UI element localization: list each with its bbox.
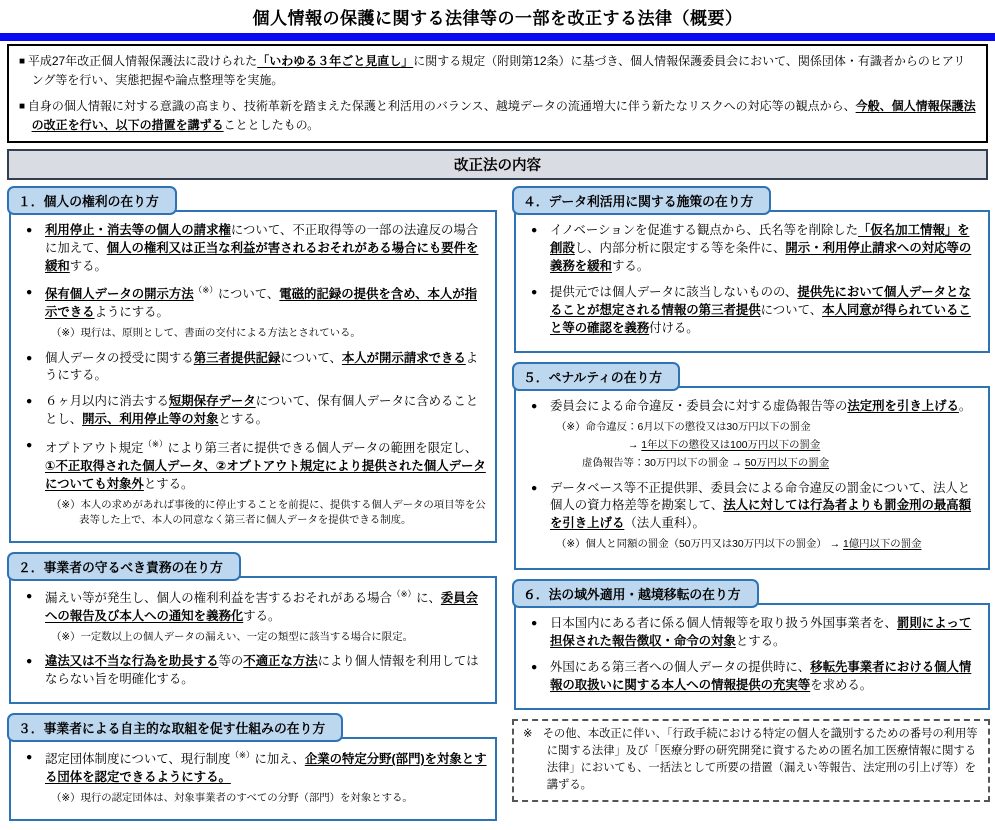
intro-list (19, 52, 976, 134)
square-bullet-icon: ■ (19, 101, 28, 113)
text-run: （※）本人の求めがあれば事後的に停止することを前提に、提供する個人データの項目等を公表等した上で、本人の同意なく第三者に個人データを提供できる制度。 (51, 499, 486, 526)
text-run: とする。 (735, 634, 786, 649)
text-run: 罰則によって担保された報告徴収・命令の対象 (550, 616, 972, 649)
text-run: 企業の特定分野(部門)を対象とする団体を認定できるようにする。 (45, 751, 487, 784)
section-title-5: ５．ペナルティの在り方 (512, 362, 680, 391)
text-run: 提供先において個人データとなることが想定される情報の第三者提供 (550, 285, 971, 318)
bullet-text (45, 438, 486, 491)
circle-bullet-icon: ● (26, 439, 33, 452)
section-box-1 (9, 210, 497, 542)
text-run: について、 (760, 303, 823, 318)
circle-bullet-icon: ● (26, 750, 33, 763)
bullet-text (45, 588, 479, 623)
text-run: （※）命令違反：6月以下の懲役又は30万円以下の罰金 (556, 422, 811, 434)
text-run: について、 (217, 287, 280, 302)
page-title: 個人情報の保護に関する法律等の一部を改正する法律（概要） (252, 9, 743, 28)
text-run: 「いわゆる３年ごと見直し」 (257, 54, 414, 68)
text-run: 付ける。 (649, 321, 699, 336)
text-run: 電磁的記録の提供を含め、本人が指示できる (45, 287, 478, 320)
text-run: 1年以下の懲役又は100万円以下の罰金 (641, 440, 821, 452)
bullet-item (21, 437, 487, 527)
bullet-item (21, 749, 487, 806)
circle-bullet-icon: ● (531, 400, 538, 413)
footnote-text: ※ その他、本改正に伴い、「行政手続における特定の個人を識別するための番号の利用等に関する法律」及び「医療分野の研究開発に資するための匿名加工医療情報に関する法律」においても、一括法として所要の措置（漏えい等報告、法定刑の引上げ等）を講ずる。 (523, 728, 978, 792)
section-title-1: １．個人の権利の在り方 (7, 186, 177, 215)
footnote-marker: ※ (523, 728, 533, 741)
text-run: 。 (958, 399, 972, 414)
notes (45, 326, 487, 341)
text-run: こととしたもの。 (223, 117, 320, 132)
text-run: ようにする。 (94, 305, 169, 320)
circle-bullet-icon: ● (26, 395, 33, 408)
text-run: 本人同意が得られていること等の確認を義務 (550, 303, 971, 336)
section-title-3: ３．事業者による自主的な取組を促す仕組みの在り方 (7, 713, 343, 742)
text-run: 提供元では個人データに該当しないものの、 (550, 285, 798, 300)
bullet-item (526, 659, 980, 695)
text-run: ６ヶ月以内に消去する (45, 394, 169, 409)
square-bullet-icon: ■ (19, 56, 28, 67)
bullet-text (45, 351, 478, 383)
text-run: （※） (391, 588, 417, 599)
bullet-text (550, 223, 971, 273)
text-run: 第三者提供記録 (193, 350, 281, 365)
text-run: 個人の権利又は正当な利益が害されるおそれがある場合にも要件を緩和 (45, 241, 479, 274)
notes (45, 498, 487, 528)
intro-bullet (19, 97, 976, 134)
text-run: 個人データの授受に関する (45, 350, 194, 365)
text-run: （※）個人と同額の罰金（50万円又は30万円以下の罰金） → (556, 539, 843, 551)
bullet-item (21, 284, 487, 341)
intro-box (7, 44, 988, 143)
text-run: 虚偽報告等：30万円以下の罰金 → (582, 458, 745, 470)
section-6 (510, 579, 990, 710)
section-5 (510, 362, 990, 570)
text-run: 本人が開示請求できる (341, 350, 466, 365)
text-run: する。 (611, 259, 650, 274)
note-line (51, 791, 487, 806)
text-run: 開示、利用停止等の対象 (82, 412, 219, 427)
circle-bullet-icon: ● (531, 481, 538, 494)
text-run: 1億円以下の罰金 (842, 539, 922, 551)
text-run: する。 (69, 259, 107, 274)
text-run: について、保有個人データに含めることとし、 (45, 394, 479, 427)
text-run: とする。 (143, 476, 194, 491)
bullet-text (45, 749, 487, 784)
text-run: について、 (280, 350, 342, 365)
section-3 (5, 713, 497, 821)
text-run: し、内部分析に限定する等を条件に、 (574, 241, 786, 256)
text-run: → (628, 440, 642, 452)
text-run: に加え、 (254, 751, 305, 766)
bullet-item (21, 350, 487, 386)
circle-bullet-icon: ● (26, 351, 33, 364)
text-run: 委員会による命令違反・委員会に対する虚偽報告等の (550, 399, 848, 414)
text-run: 違法又は不当な行為を助長する (45, 653, 219, 668)
bullet-item (21, 222, 487, 276)
section-1 (5, 186, 497, 542)
circle-bullet-icon: ● (26, 224, 33, 237)
text-run: 今般、個人情報保護法の改正を行い、以下の措置を講ずる (31, 99, 976, 132)
bullet-text (550, 481, 971, 531)
text-run: 法定刑を引き上げる (847, 399, 959, 414)
text-run: （※） (143, 438, 168, 449)
sections-right (510, 186, 990, 710)
bullet-item (21, 653, 487, 689)
bullet-text (45, 287, 477, 319)
note-line (628, 438, 980, 453)
text-run: 移転先事業者における個人情報の取扱いに関する本人への情報提供の充実等 (550, 660, 972, 693)
text-run: を求める。 (810, 678, 873, 693)
notes (45, 630, 487, 645)
column-right (510, 186, 990, 802)
bullet-item (526, 398, 980, 471)
text-run: 平成27年改正個人情報保護法に設けられた (27, 54, 258, 68)
section-4 (510, 186, 990, 353)
text-run: 委員会への報告及び本人への通知を義務化 (45, 590, 479, 623)
text-run: とする。 (218, 412, 269, 427)
circle-bullet-icon: ● (531, 286, 538, 299)
text-run: 外国にある第三者への個人データの提供時に、 (550, 660, 811, 675)
bullet-text (550, 616, 971, 648)
bullet-item (526, 284, 980, 338)
bullet-text (550, 285, 971, 335)
section-title-2: ２．事業者の守るべき責務の在り方 (7, 552, 241, 581)
circle-bullet-icon: ● (531, 224, 538, 237)
note-line (51, 498, 487, 528)
text-run: 自身の個人情報に対する意識の高まり、技術革新を踏まえた保護と利活用のバランス、越境データの流通増大に伴う新たなリスクへの対応等の観点から、 (27, 99, 856, 114)
text-run: 等の (218, 653, 244, 668)
text-run: に関する規定（附則第12条）に基づき、個人情報保護委員会において、関係団体・有識者からのヒアリング等を行い、実態把握や論点整理等を実施。 (31, 54, 966, 87)
section-box-3 (9, 737, 497, 821)
text-run: 開示・利用停止請求への対応等の義務を緩和 (550, 241, 972, 274)
text-run: 「仮名加工情報」を創設 (550, 223, 970, 256)
text-run: 保有個人データの開示方法 (45, 287, 194, 302)
note-line (51, 630, 487, 645)
bullet-item (21, 393, 487, 429)
section-title-6: ６．法の域外適用・越境移転の在り方 (512, 579, 759, 608)
text-run: （※） (193, 285, 218, 296)
text-run: オプトアウト規定 (45, 440, 144, 455)
text-run: （※）一定数以上の個人データの漏えい、一定の類型に該当する場合に限定。 (51, 631, 413, 643)
section-2 (5, 552, 497, 704)
text-run: （※）現行は、原則として、書面の交付による方法とされている。 (51, 328, 361, 340)
bullet-item (21, 588, 487, 645)
section-box-2 (9, 576, 497, 704)
text-run: （※）現行の認定団体は、対象事業者のすべての分野（部門）を対象とする。 (51, 792, 413, 804)
note-line (51, 326, 487, 341)
text-run: 日本国内にある者に係る個人情報等を取り扱う外国事業者を、 (550, 616, 897, 631)
text-run: 50万円以下の罰金 (744, 458, 830, 470)
section-box-5 (514, 386, 990, 570)
bullet-text (45, 654, 479, 686)
circle-bullet-icon: ● (531, 617, 538, 630)
text-run: について、不正取得等の一部の法違反の場合に加えて、 (45, 223, 479, 256)
text-run: 利用停止・消去等の個人の請求権 (45, 223, 231, 238)
note-line (582, 456, 980, 471)
column-left (5, 186, 497, 830)
circle-bullet-icon: ● (26, 654, 33, 667)
text-run: データベース等不正提供罪、委員会による命令違反の罰金について、法人と個人の資力格差等を勘案して、 (550, 480, 971, 513)
text-run: に、 (416, 590, 441, 605)
text-run: （※） (230, 749, 255, 760)
text-run: により個人情報を利用してはならない旨を明確化する。 (45, 653, 479, 686)
text-run: （法人重科）。 (624, 516, 705, 531)
bullet-text (45, 394, 478, 426)
section-box-4 (514, 210, 990, 353)
circle-bullet-icon: ● (26, 286, 33, 299)
bullet-item (526, 615, 980, 651)
text-run: ようにする。 (45, 350, 479, 383)
circle-bullet-icon: ● (531, 661, 538, 674)
bullet-text (45, 223, 478, 273)
bullet-item (526, 222, 980, 276)
content-columns (5, 186, 990, 830)
text-run: する。 (243, 608, 281, 623)
text-run: 認定団体制度について、現行制度 (45, 751, 231, 766)
title-divider-bar (0, 33, 995, 41)
text-run: ①不正取得された個人データ、②オプトアウト規定により提供された個人データについても対象外 (45, 458, 486, 491)
content-band-title: 改正法の内容 (7, 149, 988, 180)
footnote-box (512, 719, 990, 802)
text-run: 法人に対しては行為者よりも罰金刑の最高額を引き上げる (550, 498, 972, 531)
circle-bullet-icon: ● (26, 589, 33, 602)
bullet-text (550, 399, 971, 413)
text-run: イノベーションを促進する観点から、氏名等を削除した (550, 223, 859, 238)
intro-bullet (19, 52, 976, 89)
text-run: 不適正な方法 (243, 653, 318, 668)
text-run: 短期保存データ (168, 394, 256, 409)
notes (550, 420, 980, 471)
section-box-6 (514, 603, 990, 710)
section-title-4: ４．データ利活用に関する施策の在り方 (512, 186, 771, 215)
note-line (556, 420, 980, 435)
note-line (556, 537, 980, 552)
bullet-text (550, 660, 971, 692)
text-run: 漏えい等が発生し、個人の権利利益を害するおそれがある場合 (45, 590, 392, 605)
notes (550, 537, 980, 552)
text-run: により第三者に提供できる個人データの範囲を限定し、 (167, 440, 478, 455)
bullet-item (526, 480, 980, 553)
notes (45, 791, 487, 806)
